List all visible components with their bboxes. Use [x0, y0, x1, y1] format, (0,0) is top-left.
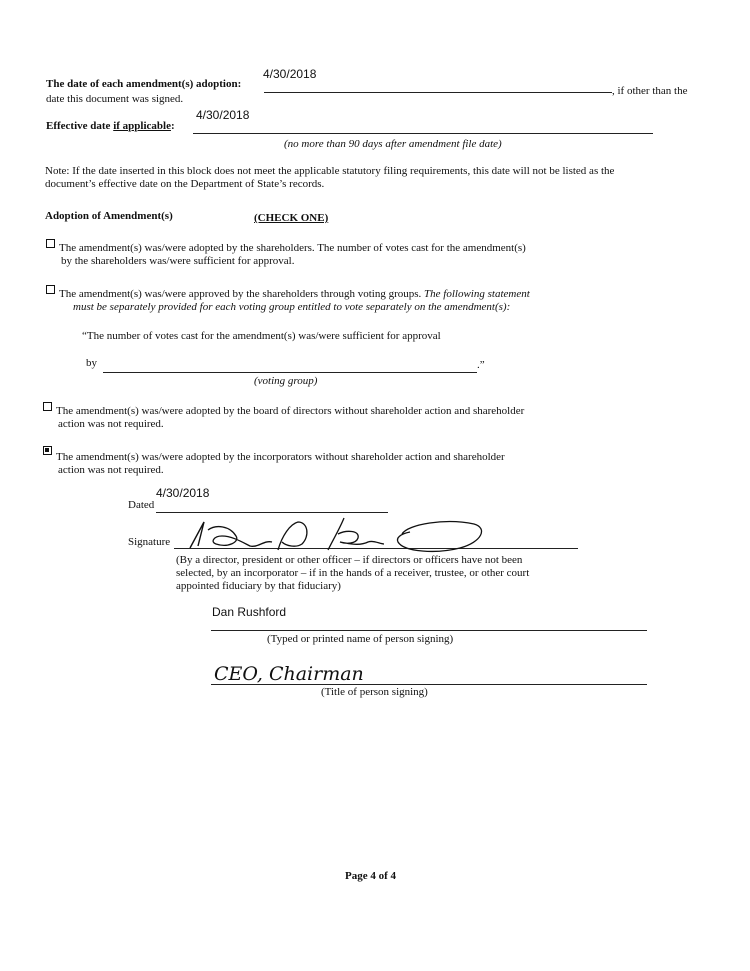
- check-one-label: (CHECK ONE): [254, 212, 329, 224]
- quote-line: “The number of votes cast for the amendment(s) was/were sufficient for approval: [82, 330, 441, 342]
- option-incorporators-line-2: action was not required.: [58, 464, 164, 476]
- adoption-heading: Adoption of Amendment(s): [45, 210, 173, 222]
- effective-date-line: [193, 133, 653, 134]
- adoption-date-line: [264, 92, 612, 93]
- printed-name-value[interactable]: Dan Rushford: [212, 605, 287, 619]
- option-voting-groups-line-1: The amendment(s) was/were approved by the shareholders through voting groups.: [59, 288, 422, 300]
- title-line[interactable]: [211, 684, 647, 685]
- option-shareholders-line-1: The amendment(s) was/were adopted by the shareholders. The number of votes cast for the amendment(s): [59, 242, 526, 254]
- dated-label: Dated: [128, 499, 155, 511]
- voting-group-line[interactable]: [103, 372, 477, 373]
- option-shareholders-checkbox[interactable]: [46, 239, 55, 248]
- adoption-date-label-2: date this document was signed.: [46, 93, 184, 105]
- page-number: Page 4 of 4: [345, 870, 397, 882]
- dated-value[interactable]: 4/30/2018: [156, 486, 210, 500]
- signature-label: Signature: [128, 536, 171, 548]
- option-board-line-1: The amendment(s) was/were adopted by the board of directors without shareholder action and shareholder: [56, 405, 525, 417]
- note-block: [45, 165, 705, 191]
- option-board-line-2: action was not required.: [58, 418, 164, 430]
- option-voting-groups-line-2: must be separately provided for each voting group entitled to vote separately on the amendment(s):: [73, 301, 511, 313]
- handwritten-title-text: CEO, Chairman: [214, 663, 364, 685]
- effective-date-value[interactable]: 4/30/2018: [196, 108, 250, 122]
- note-line-2: document’s effective date on the Department of State’s records.: [45, 178, 325, 190]
- option-voting-groups-line-1-italic: The following statement: [424, 288, 530, 300]
- adoption-date-value[interactable]: 4/30/2018: [263, 67, 317, 81]
- option-shareholders-line-2: by the shareholders was/were sufficient for approval.: [61, 255, 295, 267]
- option-board-text: [56, 405, 616, 431]
- option-voting-groups-text: [59, 288, 639, 314]
- signature-note-line-2: selected, by an incorporator – if in the hands of a receiver, trustee, or other court: [176, 567, 530, 579]
- adoption-date-label: The date of each amendment(s) adoption:: [46, 78, 242, 90]
- printed-name-label: (Typed or printed name of person signing): [267, 633, 454, 645]
- option-voting-groups-line-1-wrap: [59, 288, 639, 301]
- note-line-1: Note: If the date inserted in this block does not meet the applicable statutory filing requirements, this date will not be listed as the: [45, 165, 615, 177]
- title-label: (Title of person signing): [321, 686, 428, 698]
- effective-date-if-applicable: if applicable: [113, 120, 171, 132]
- effective-date-colon: :: [170, 120, 175, 132]
- option-board-checkbox[interactable]: [43, 402, 52, 411]
- by-label: by: [86, 357, 97, 369]
- printed-name-line: [211, 630, 647, 631]
- effective-date-label: [46, 120, 175, 132]
- signature-note-line-3: appointed fiduciary by that fiduciary): [176, 580, 341, 592]
- option-incorporators-line-1: The amendment(s) was/were adopted by the incorporators without shareholder action and shareholder: [56, 451, 505, 463]
- signature-note: [176, 554, 596, 593]
- signature-note-line-1: (By a director, president or other officer – if directors or officers have not been: [176, 554, 523, 566]
- option-incorporators-checkbox[interactable]: [43, 446, 52, 455]
- voting-group-label: (voting group): [254, 375, 318, 387]
- option-incorporators-text: [56, 451, 616, 477]
- effective-date-label-text: Effective date: [46, 120, 111, 132]
- option-shareholders-text: [59, 242, 619, 268]
- by-close-quote: .”: [477, 359, 485, 371]
- effective-date-note: (no more than 90 days after amendment file date): [284, 138, 502, 150]
- option-voting-groups-checkbox[interactable]: [46, 285, 55, 294]
- adoption-date-suffix: , if other than the: [612, 85, 688, 97]
